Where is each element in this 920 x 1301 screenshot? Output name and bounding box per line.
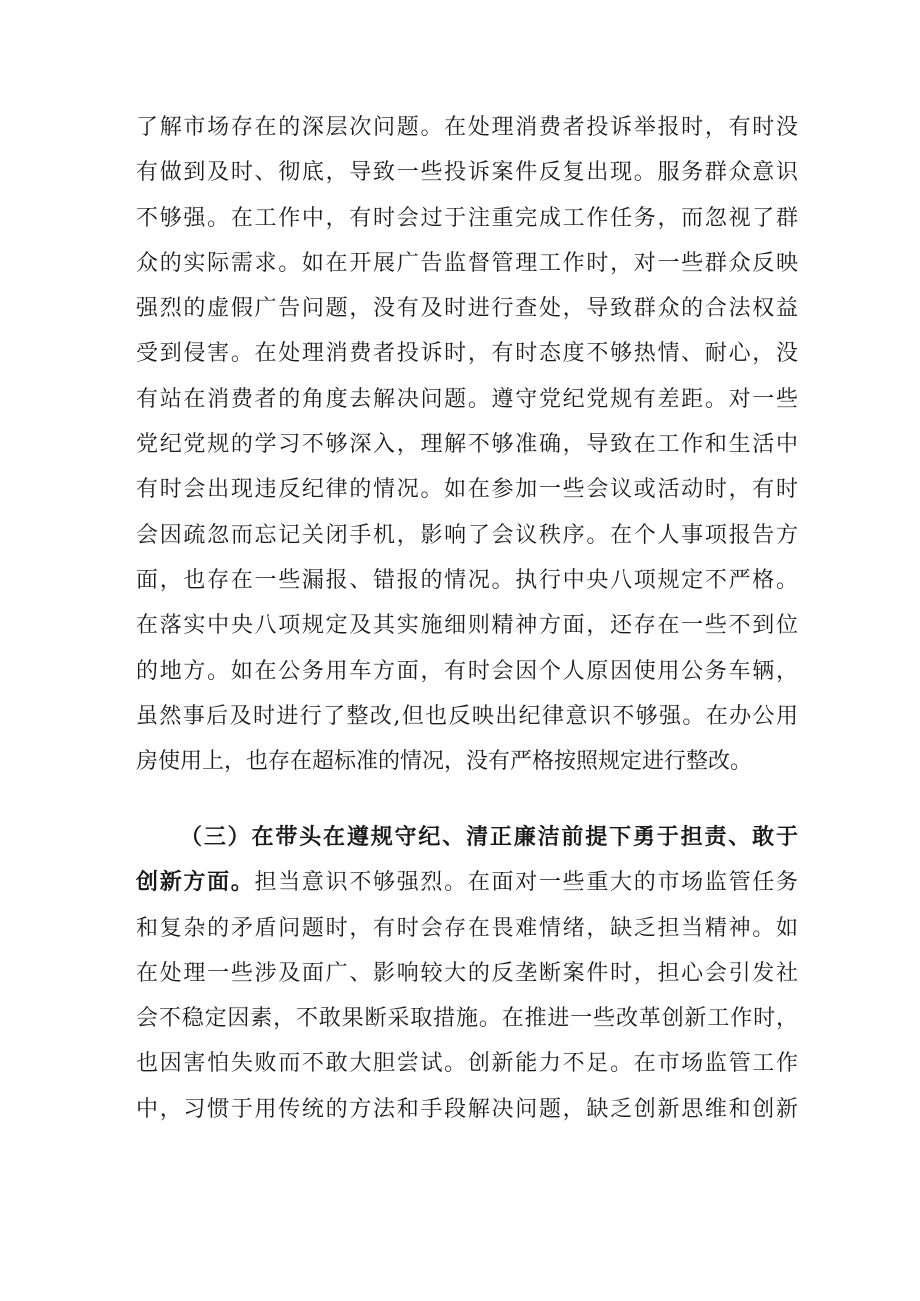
text-line: 党纪党规的学习不够深入，理解不够准确，导致在工作和生活中 [136,432,798,458]
text-line: 和复杂的矛盾问题时，有时会存在畏难情绪，缺乏担当精神。如 [136,915,798,941]
text-line: 强烈的虚假广告问题，没有及时进行查处，导致群众的合法权益 [136,296,798,322]
text-line-rest: 担当意识不够强烈。在面对一些重大的市场监管任务 [254,870,798,896]
text-line: 有站在消费者的角度去解决问题。遵守党纪党规有差距。对一些 [136,386,798,412]
text-line: 众的实际需求。如在开展广告监督管理工作时，对一些群众反映 [136,250,798,276]
text-line: 虽然事后及时进行了整改,但也反映出纪律意识不够强。在办公用 [136,703,798,729]
text-line: 的地方。如在公务用车方面，有时会因个人原因使用公务车辆， [136,658,798,684]
text-line [136,860,798,905]
text-line: 也因害怕失败而不敢大胆尝试。创新能力不足。在市场监管工作 [136,1051,798,1077]
text-line: 在处理一些涉及面广、影响较大的反垄断案件时，担心会引发社 [136,960,798,986]
text-line: 房使用上，也存在超标准的情况，没有严格按照规定进行整改。 [136,749,753,775]
text-line: 了解市场存在的深层次问题。在处理消费者投诉举报时，有时没 [136,115,798,140]
text-line: 受到侵害。在处理消费者投诉时，有时态度不够热情、耐心，没 [136,341,798,367]
text-line: 面，也存在一些漏报、错报的情况。执行中央八项规定不严格。 [136,567,798,593]
paragraph-responsibility [136,815,798,1132]
text-line: 会不稳定因素，不敢果断采取措施。在推进一些改革创新工作时， [136,1006,798,1032]
text-line: 有时会出现违反纪律的情况。如在参加一些会议或活动时，有时 [136,477,798,503]
text-line: 会因疏忽而忘记关闭手机，影响了会议秩序。在个人事项报告方 [136,522,798,548]
text-line: 在落实中央八项规定及其实施细则精神方面，还存在一些不到位 [136,613,798,639]
text-line: 有做到及时、彻底，导致一些投诉案件反复出现。服务群众意识 [136,160,798,186]
section-heading-tail: 创新方面。 [136,869,255,896]
text-line: 中，习惯于用传统的方法和手段解决问题，缺乏创新思维和创新 [136,1096,798,1122]
text-line: 不够强。在工作中，有时会过于注重完成工作任务，而忽视了群 [136,205,798,231]
section-heading: （三）在带头在遵规守纪、清正廉洁前提下勇于担责、敢于 [180,824,798,850]
paragraph-discipline [136,105,798,784]
